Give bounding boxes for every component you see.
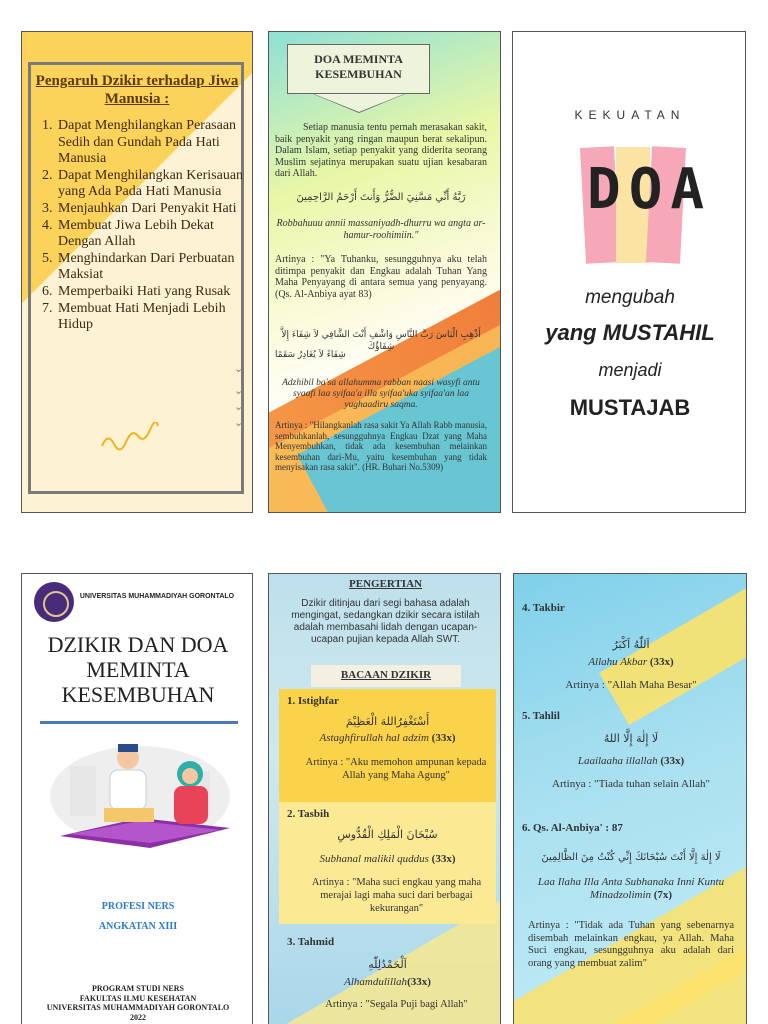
arabic-dzikir: لَا إِلٰهَ إِلَّا أَنْتَ سُبْحَانَكَ إِنِّي كُنْتُ مِنَ الظَّالِمِينَ [541, 852, 721, 863]
list-item: 6. Memperbaiki Hati yang Rusak [42, 283, 231, 299]
tagline-line: menjadi [598, 360, 662, 380]
pengertian-heading: PENGERTIAN [349, 578, 422, 590]
tasbih-heading: 2. Tasbih [287, 808, 330, 820]
panel-takbir [513, 573, 747, 1024]
squiggle-decoration [100, 422, 160, 452]
list-item: 1. Dapat Menghilangkan Perasaan Sedih dan Gundah Pada Hati Manusia [42, 118, 237, 167]
profesi-label: PROFESI NERS [101, 901, 175, 912]
arabic-verse: رَبَّهُ أَنِّي مَسَّنِيَ الضُّرُّ وَأَنتَ أَرْحَمُ الرَّاحِمِينَ [296, 192, 466, 203]
arabic-verse: شِفَاءً لاَ يُغَادِرُ سَقَمًا [275, 350, 346, 360]
tahlil-heading: 5. Tahlil [522, 710, 560, 722]
list-item: 4. Membuat Jiwa Lebih Dekat Dengan Allah [42, 217, 214, 250]
takbir-heading: 4. Takbir [522, 602, 565, 614]
doa-word: DOA [587, 157, 713, 222]
panel-pengertian [268, 573, 501, 1024]
dzikir-translation: Artinya : "Tidak ada Tuhan yang sebenarnya disembah melainkan engkau, ya Allah. Maha Suci engkau, sesungguhnya aku adalah dari orang yang membuat zalim" [528, 920, 734, 969]
anbiya-heading: 6. Qs. Al-Anbiya' : 87 [522, 822, 623, 834]
university-name: UNIVERSITAS MUHAMMADIYAH GORONTALO [79, 593, 235, 600]
intro-paragraph: Setiap manusia tentu pernah merasakan sakit, baik penyakit yang ringan maupun berat sekalipun. Dalam Islam, setiap penyakit yang diderita seorang Muslim sejatinya merupakan suatu ujian kesabaran dari Allah. [275, 122, 487, 179]
list-item: 5. Menghindarkan Dari Perbuatan Maksiat [42, 250, 235, 283]
dzikir-translation: Artinya : "Tiada tuhan selain Allah" [552, 778, 710, 790]
tahmid-heading: 3. Tahmid [287, 936, 335, 948]
title-divider [40, 721, 238, 724]
dzikir-latin: Astaghfirullah hal adzim (33x) [319, 732, 456, 744]
arabic-verse: أَذْهِبِ الْبَاسَ رَبَّ النَّاسِ وَاشْفِ أَنْتَ الشَّافِي لاَ شِفَاءَ إِلاَّ شِفَاؤُكَ [281, 330, 481, 352]
list-item: 2. Dapat Menghilangkan Kerisauan yang Ada Pada Hati Manusia [42, 167, 244, 200]
university-logo [34, 582, 74, 622]
dzikir-translation: Artinya : "Aku memohon ampunan kepada Allah yang Maha Agung" [305, 757, 487, 781]
praying-children-illustration [40, 726, 240, 851]
dzikir-translation: Artinya : "Allah Maha Besar" [565, 679, 697, 691]
chevron-down-icon: ⌄ [234, 362, 244, 375]
panel-kekuatan-doa [512, 31, 746, 513]
list-item: 7. Membuat Hati Menjadi Lebih Hidup [42, 300, 226, 333]
dzikir-latin: Subhanal malikil quddus (33x) [319, 853, 456, 865]
tagline-line: MUSTAJAB [569, 395, 691, 420]
dzikir-latin: Laailaaha illallah (33x) [577, 755, 685, 767]
banner-title: DOA MEMINTA KESEMBUHAN [314, 52, 403, 81]
arabic-dzikir: اَلْحَمْدُلِلّٰهِ [368, 958, 407, 971]
panel-cover [21, 573, 253, 1024]
section-title: Pengaruh Dzikir terhadap Jiwa Manusia : [35, 73, 239, 107]
latin-transliteration: Robbahuuu annii massaniyadh-dhurru wa angta ar-hamur-roohimiin." [276, 218, 486, 241]
panel-doa-kesembuhan [268, 31, 501, 513]
translation: Artinya : "Ya Tuhanku, sesungguhnya aku telah ditimpa penyakit dan Engkau adalah Tuhan Yang Maha Penyayang di antara semua yang penyayang. (Qs. Al-Anbiya ayat 83) [275, 254, 487, 300]
pengertian-text: Dzikir ditinjau dari segi bahasa adalah mengingat, sedangkan dzikir secara istilah adalah membasahi lidah dengan ucapan-ucapan pujian kepada Allah SWT. [291, 598, 480, 645]
bacaan-heading: BACAAN DZIKIR [340, 669, 432, 681]
dzikir-latin: Allahu Akbar (33x) [588, 656, 674, 668]
arabic-dzikir: أَسْتَغْفِرُاللهَ الْعَظِيْمَ [345, 715, 430, 728]
chevron-down-icon: ⌄ [234, 384, 244, 397]
translation: Artinya : "Hilangkanlah rasa sakit Ya Allah Rabb manusia, sembuhkanlah, sesungguhnya Engkau Dzat yang Maha Menyembuhkan, tidak ada kesembuhan melainkan kesembuhan dari-Mu, yaitu kesembuhan yang tidak menyisakan rasa sakit". (HR. Buhari No.5309) [275, 420, 487, 473]
arrow-banner-tip [314, 94, 404, 112]
chevron-down-icon: ⌄ [234, 400, 244, 413]
arabic-dzikir: لَا إِلٰهَ إِلَّا اللهُ [603, 732, 659, 745]
dzikir-translation: Artinya : "Maha suci engkau yang maha merajai lagi maha suci dari berbagai kekurangan" [311, 877, 482, 914]
dzikir-latin: Alhamdulillah(33x) [344, 976, 431, 988]
program-info: PROGRAM STUDI NERS FAKULTAS ILMU KESEHATAN UNIVERSITAS MUHAMMADIYAH GORONTALO 2022 [46, 984, 230, 1022]
angkatan-label: ANGKATAN XIII [98, 921, 178, 932]
panel-pengaruh-dzikir [21, 31, 253, 513]
dzikir-latin: Laa Ilaha Illa Anta Subhanaka Inni Kuntu Minadzolimin (7x) [537, 876, 725, 901]
tagline-line: mengubah [585, 287, 675, 308]
arabic-dzikir: اَللّٰهُ اَكْبَرُ [612, 638, 650, 651]
arabic-dzikir: سُبْحَانَ الْمَلِكِ الْقُدُّوسِ [337, 828, 438, 841]
latin-transliteration: Adzhibil ba'sa allahumma rabban naasi wasyfi antu syaafi laa syifaa'a illa syifaa'uka syifaa'an laa yughaadiru saqma. [282, 378, 480, 410]
kekuatan-heading: KEKUATAN [574, 108, 686, 122]
istighfar-heading: 1. Istighfar [287, 695, 339, 707]
effects-list [42, 118, 247, 334]
list-item: 3. Menjauhkan Dari Penyakit Hati [42, 200, 237, 216]
dzikir-translation: Artinya : "Segala Puji bagi Allah" [325, 999, 468, 1010]
chevron-down-icon: ⌄ [234, 416, 244, 429]
cover-title: DZIKIR DAN DOA MEMINTA KESEMBUHAN [47, 632, 229, 707]
tagline-line: yang MUSTAHIL [545, 320, 715, 345]
